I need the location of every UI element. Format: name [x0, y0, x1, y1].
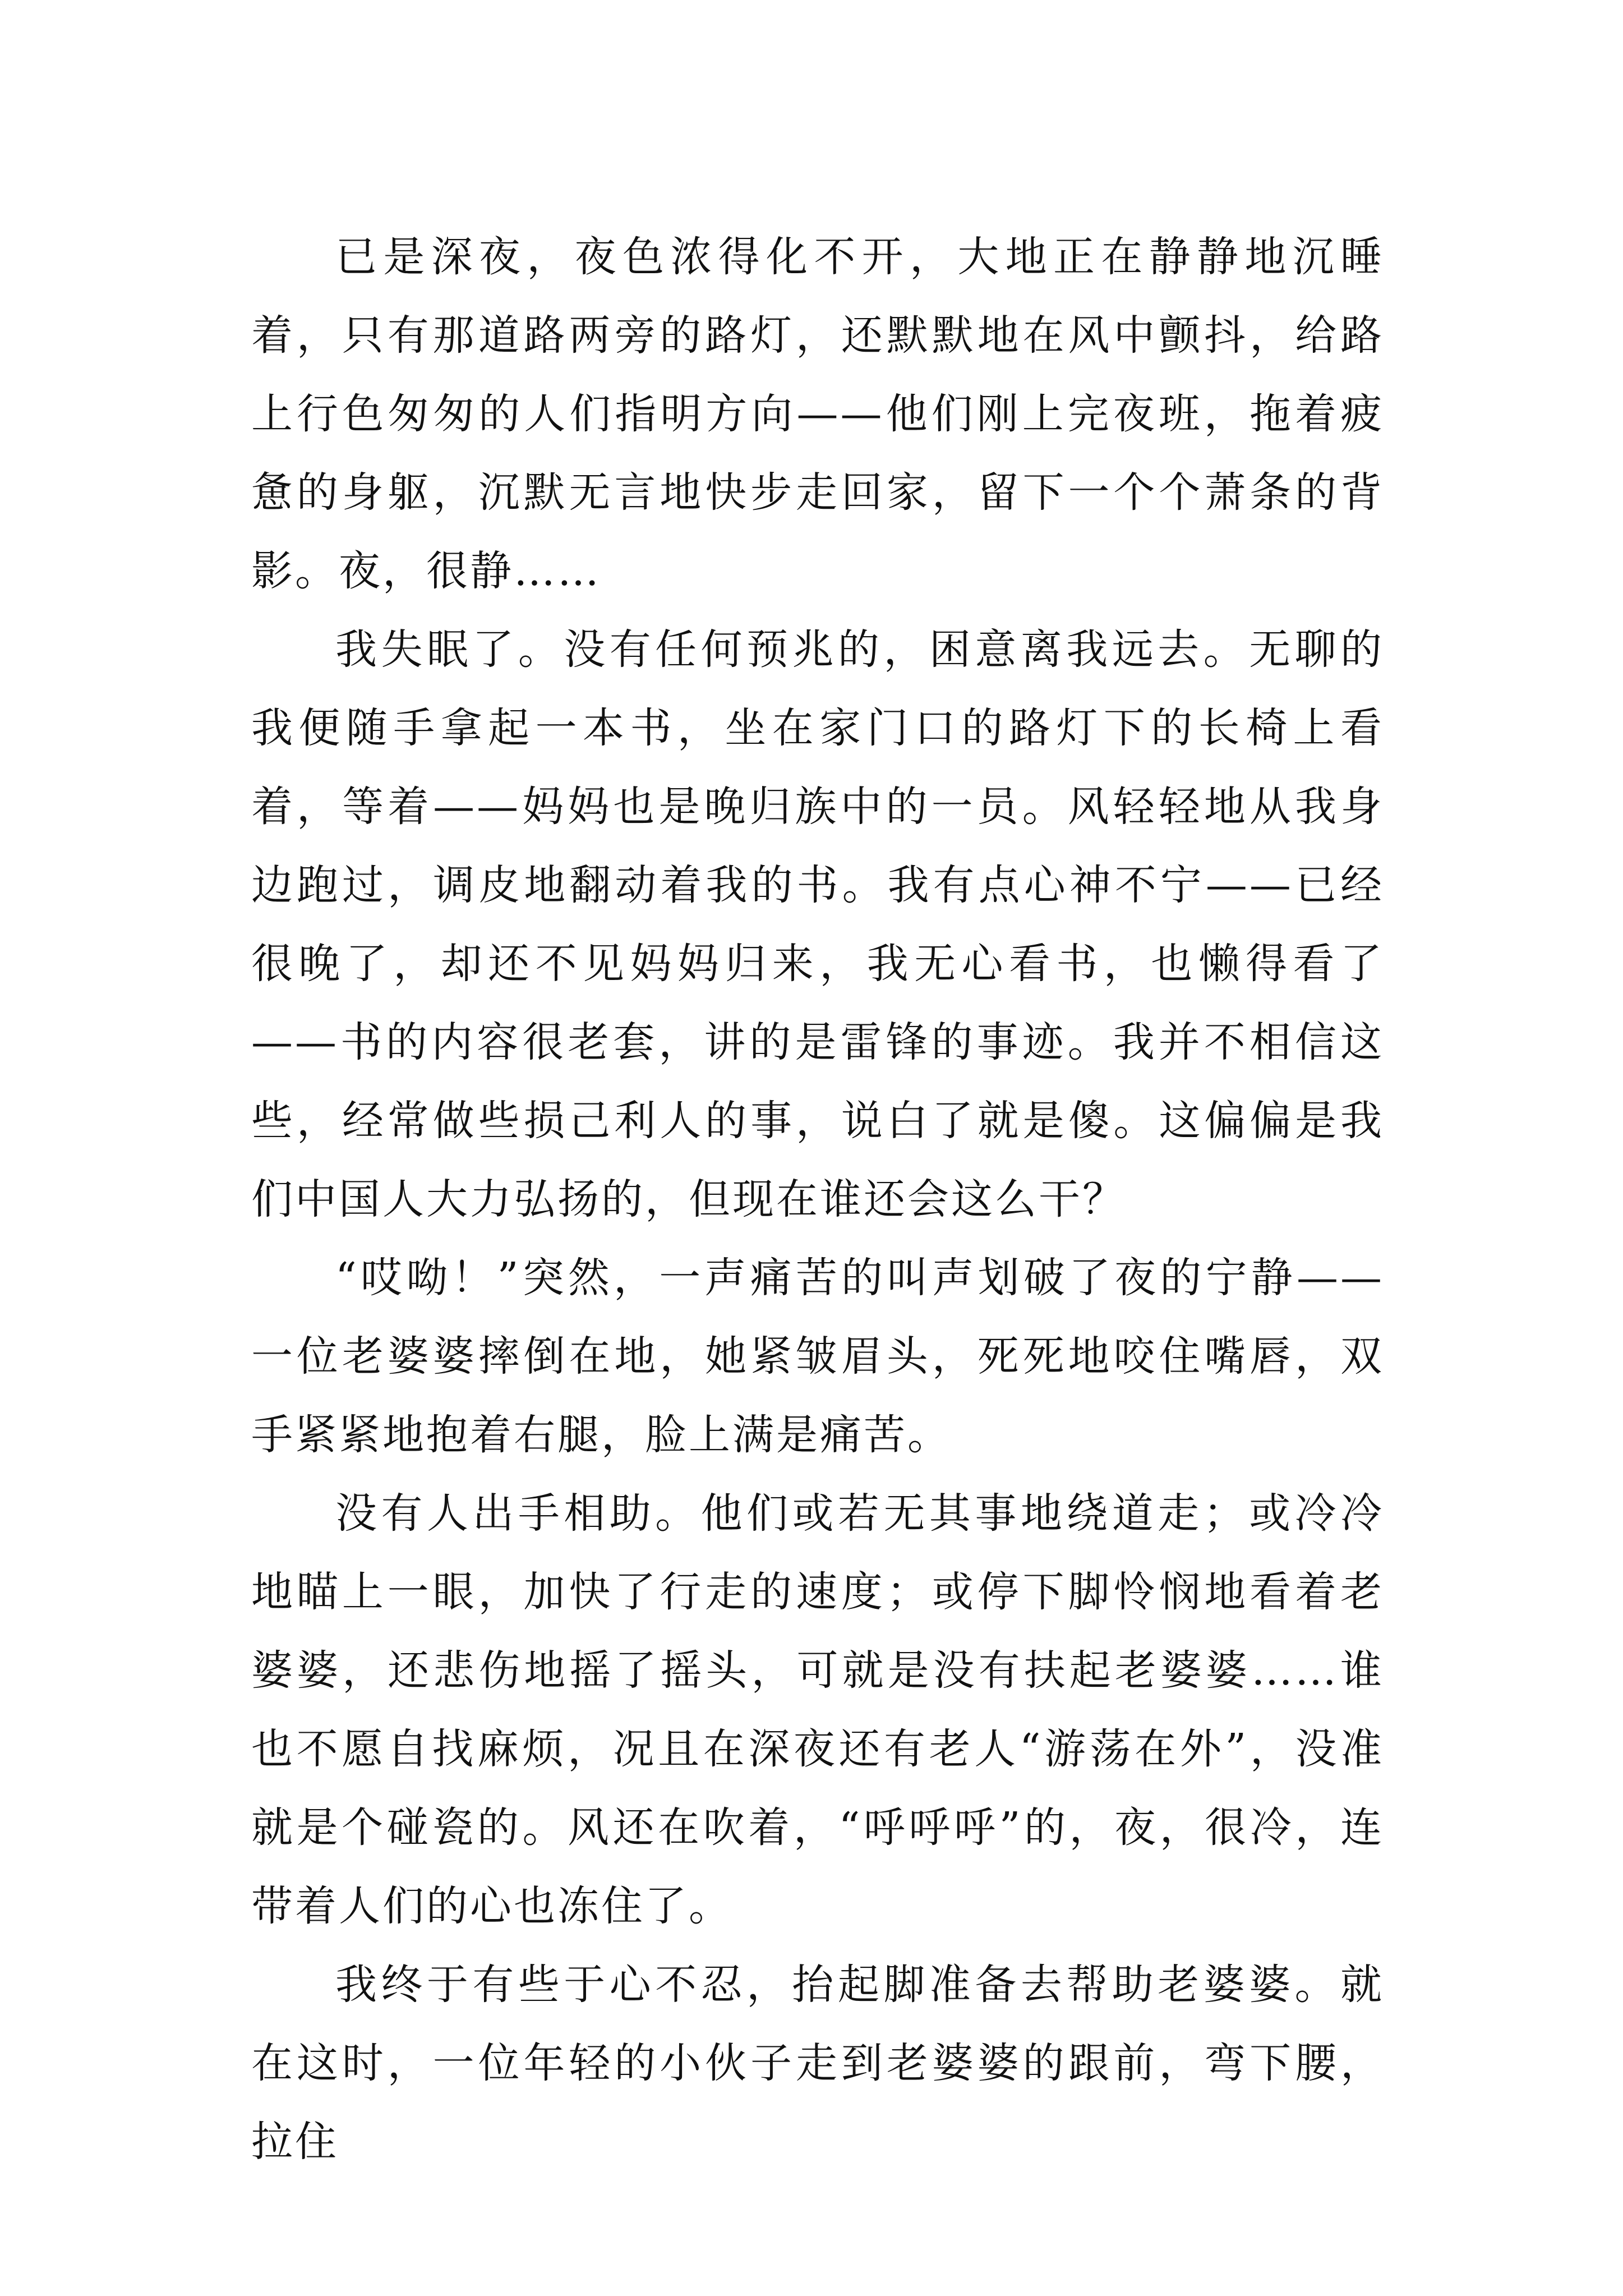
paragraph-4: 没有人出手相助。他们或若无其事地绕道走；或冷冷地瞄上一眼，加快了行走的速度；或停下脚怜悯地看着老婆婆，还悲伤地摇了摇头，可就是没有扶起老婆婆……谁也不愿自找麻烦，况且在深夜还有老人“游荡在外”，没准就是个碰瓷的。风还在吹着，“呼呼呼”的，夜，很冷，连带着人们的心也冻住了。 [251, 1489, 1384, 1930]
paragraph-3: “哎呦！”突然，一声痛苦的叫声划破了夜的宁静——一位老婆婆摔倒在地，她紧皱眉头，死死地咬住嘴唇，双手紧紧地抱着右腿，脸上满是痛苦。 [251, 1254, 1384, 1459]
paragraph-1: 已是深夜，夜色浓得化不开，大地正在静静地沉睡着，只有那道路两旁的路灯，还默默地在风中颤抖，给路上行色匆匆的人们指明方向——他们刚上完夜班，拖着疲惫的身躯，沉默无言地快步走回家，留下一个个萧条的背影。夜，很静…… [251, 233, 1384, 595]
paragraph-5: 我终于有些于心不忍，抬起脚准备去帮助老婆婆。就在这时，一位年轻的小伙子走到老婆婆的跟前，弯下腰，拉住 [251, 1961, 1384, 2166]
paragraph-2: 我失眠了。没有任何预兆的，困意离我远去。无聊的我便随手拿起一本书，坐在家门口的路灯下的长椅上看着，等着——妈妈也是晚归族中的一员。风轻轻地从我身边跑过，调皮地翻动着我的书。我有点心神不宁——已经很晚了，却还不见妈妈归来，我无心看书，也懒得看了——书的内容很老套，讲的是雷锋的事迹。我并不相信这些，经常做些损己利人的事，说白了就是傻。这偏偏是我们中国人大力弘扬的，但现在谁还会这么干？ [251, 625, 1384, 1223]
body-text [251, 218, 1384, 2181]
